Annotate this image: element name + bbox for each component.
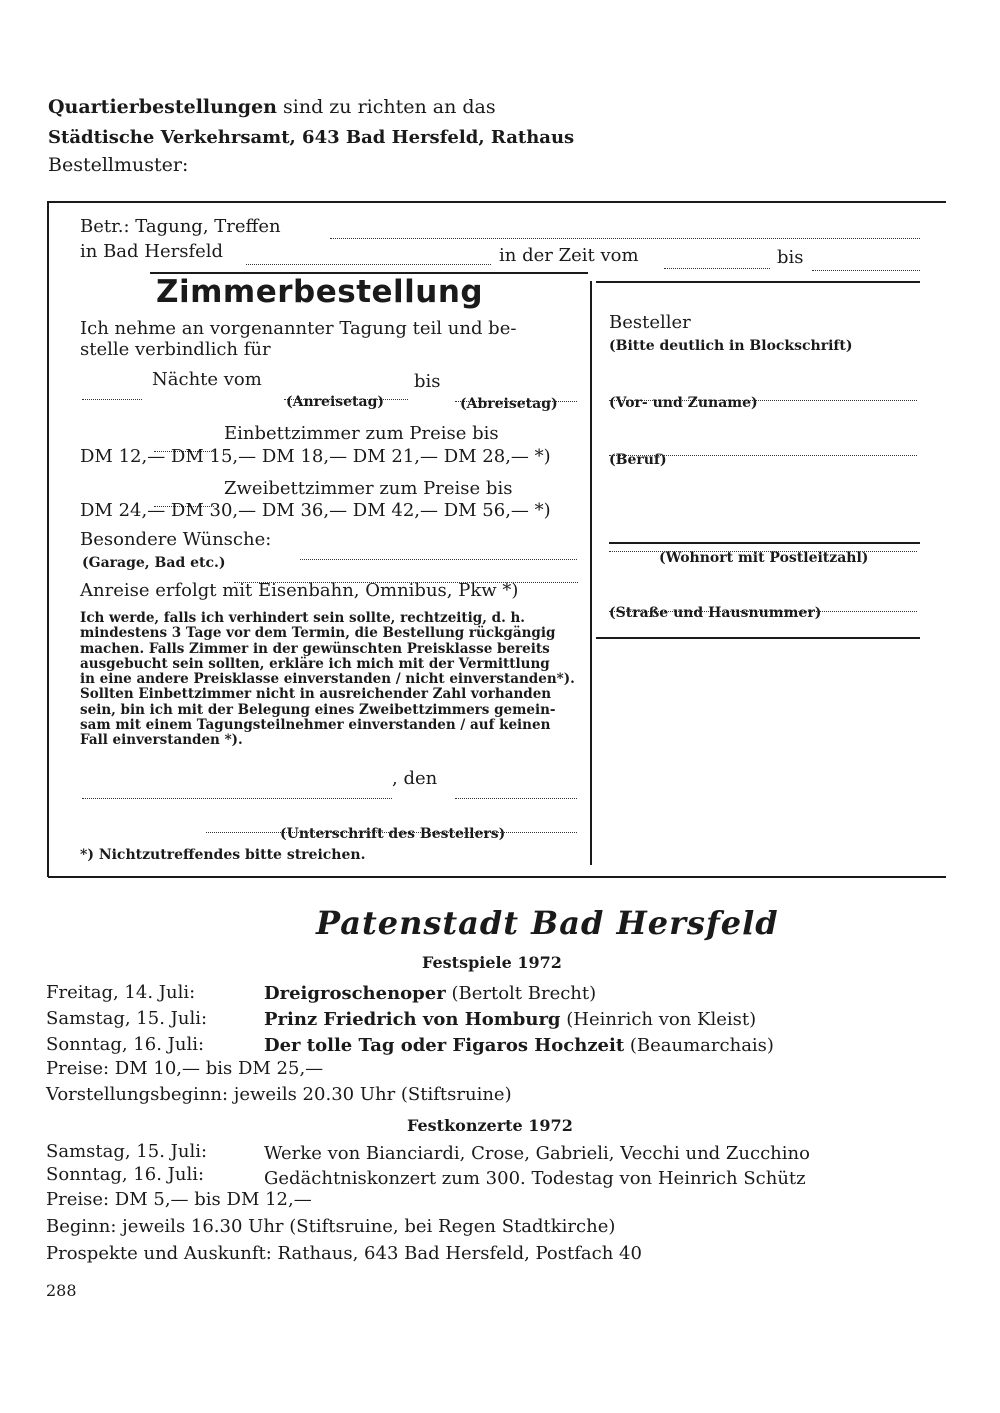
footnote: *) Nichtzutreffendes bitte streichen. [80, 847, 366, 863]
form-left-border [47, 201, 49, 877]
besteller-hint: (Bitte deutlich in Blockschrift) [609, 338, 853, 354]
form-top-border [48, 201, 946, 203]
form-title: Zimmerbestellung [156, 274, 484, 310]
conditions-paragraph [80, 611, 575, 749]
den-label: , den [392, 768, 438, 789]
conditions-line: mindestens 3 Tage vor dem Termin, die Bestellung rückgängig [80, 625, 556, 642]
intro-line-1: Ich nehme an vorgenannter Tagung teil und be- [80, 318, 517, 339]
besteller-title: Besteller [609, 312, 691, 333]
conditions-line: Sollten Einbettzimmer nicht in ausreichender Zahl vorhanden [80, 686, 552, 703]
header-line-1 [48, 96, 496, 118]
festspiele-date-2: Samstag, 15. Juli: [46, 1008, 208, 1029]
conditions-line: sein, bin ich mit der Belegung eines Zweibettzimmers gemein- [80, 701, 556, 718]
header-bold: Quartierbestellungen [48, 96, 277, 118]
beruf-label: (Beruf) [609, 452, 667, 468]
naechte-count-field[interactable] [82, 385, 142, 404]
festspiele-heading: Festspiele 1972 [422, 953, 562, 972]
patenstadt-title: Patenstadt Bad Hersfeld [316, 904, 779, 942]
zeit-von-field[interactable] [664, 254, 770, 273]
conditions-line: Fall einverstanden *). [80, 732, 243, 749]
name-label: (Vor- und Zuname) [609, 395, 758, 411]
signature-label: (Unterschrift des Bestellers) [280, 826, 506, 842]
form-divider-right [596, 281, 920, 283]
konzerte-date-2: Sonntag, 16. Juli: [46, 1164, 205, 1185]
strasse-label: (Straße und Hausnummer) [609, 605, 822, 621]
zweibett-prices[interactable]: DM 24,— DM 30,— DM 36,— DM 42,— DM 56,— *) [80, 500, 551, 521]
zeit-bis-field[interactable] [812, 256, 920, 275]
zweibett-label: Zweibettzimmer zum Preise bis [224, 478, 513, 499]
naechte-label: Nächte vom [152, 369, 262, 390]
header-line-3: Bestellmuster: [48, 154, 189, 176]
konzerte-text-1: Werke von Bianciardi, Crose, Gabrieli, Vecchi und Zucchino [264, 1143, 810, 1164]
konzerte-prices: Preise: DM 5,— bis DM 12,— [46, 1189, 312, 1210]
festspiele-title: Der tolle Tag oder Figaros Hochzeit [264, 1035, 625, 1056]
intro-line-2: stelle verbindlich für [80, 339, 271, 360]
abreisetag-label: (Abreisetag) [460, 396, 558, 412]
garage-label: (Garage, Bad etc.) [82, 555, 226, 571]
festspiele-author: (Bertolt Brecht) [451, 983, 597, 1004]
wuensche-field[interactable] [300, 545, 577, 564]
conditions-line: ausgebucht sein sollten, erkläre ich mich mit der Vermittlung [80, 655, 550, 672]
column-divider [590, 281, 592, 865]
in-bad-hersfeld-label: in Bad Hersfeld [80, 241, 224, 262]
festspiele-entry-2 [264, 1009, 756, 1030]
festspiele-title: Prinz Friedrich von Homburg [264, 1009, 561, 1030]
ort-field[interactable] [246, 250, 491, 269]
zeit-bis-label: bis [777, 247, 804, 268]
zeit-label: in der Zeit vom [499, 245, 639, 266]
conditions-line: sam mit einem Tagungsteilnehmer einverstanden / auf keinen [80, 717, 551, 734]
header-line-2: Städtische Verkehrsamt, 643 Bad Hersfeld, Rathaus [48, 127, 575, 148]
conditions-line: in eine andere Preisklasse einverstanden / nicht einverstanden*). [80, 671, 575, 688]
besteller-bottom-rule [596, 637, 920, 639]
conditions-line: machen. Falls Zimmer in der gewünschten Preisklasse bereits [80, 640, 550, 657]
konzerte-text-2: Gedächtniskonzert zum 300. Todestag von Heinrich Schütz [264, 1168, 806, 1189]
form-bottom-border [48, 876, 946, 878]
konzerte-start: Beginn: jeweils 16.30 Uhr (Stiftsruine, bei Regen Stadtkirche) [46, 1216, 616, 1237]
wohnort-rule [609, 542, 920, 544]
page-number: 288 [46, 1281, 77, 1300]
prospekte-line: Prospekte und Auskunft: Rathaus, 643 Bad Hersfeld, Postfach 40 [46, 1243, 642, 1264]
wohnort-label: (Wohnort mit Postleitzahl) [659, 550, 869, 566]
festspiele-entry-1 [264, 983, 596, 1004]
anreise-mit-label[interactable]: Anreise erfolgt mit Eisenbahn, Omnibus, Pkw *) [80, 580, 519, 601]
place-field[interactable] [82, 784, 392, 803]
naechte-bis-label: bis [414, 371, 441, 392]
conditions-line: Ich werde, falls ich verhindert sein sollte, rechtzeitig, d. h. [80, 610, 525, 626]
anreisetag-label: (Anreisetag) [286, 394, 385, 410]
betr-label: Betr.: Tagung, Treffen [80, 216, 281, 237]
konzerte-date-1: Samstag, 15. Juli: [46, 1141, 208, 1162]
wuensche-label: Besondere Wünsche: [80, 529, 272, 550]
festspiele-start: Vorstellungsbeginn: jeweils 20.30 Uhr (Stiftsruine) [46, 1084, 512, 1105]
festspiele-date-3: Sonntag, 16. Juli: [46, 1034, 205, 1055]
einbett-prices[interactable]: DM 12,— DM 15,— DM 18,— DM 21,— DM 28,— *) [80, 446, 551, 467]
betr-field[interactable] [330, 224, 920, 243]
header-rest: sind zu richten an das [283, 96, 496, 118]
festspiele-date-1: Freitag, 14. Juli: [46, 982, 196, 1003]
einbett-label: Einbettzimmer zum Preise bis [224, 423, 499, 444]
date-field[interactable] [455, 784, 577, 803]
festspiele-author: (Beaumarchais) [629, 1035, 774, 1056]
festspiele-author: (Heinrich von Kleist) [566, 1009, 757, 1030]
konzerte-heading: Festkonzerte 1972 [407, 1116, 573, 1135]
festspiele-prices: Preise: DM 10,— bis DM 25,— [46, 1058, 324, 1079]
festspiele-entry-3 [264, 1035, 774, 1056]
festspiele-title: Dreigroschenoper [264, 983, 446, 1004]
